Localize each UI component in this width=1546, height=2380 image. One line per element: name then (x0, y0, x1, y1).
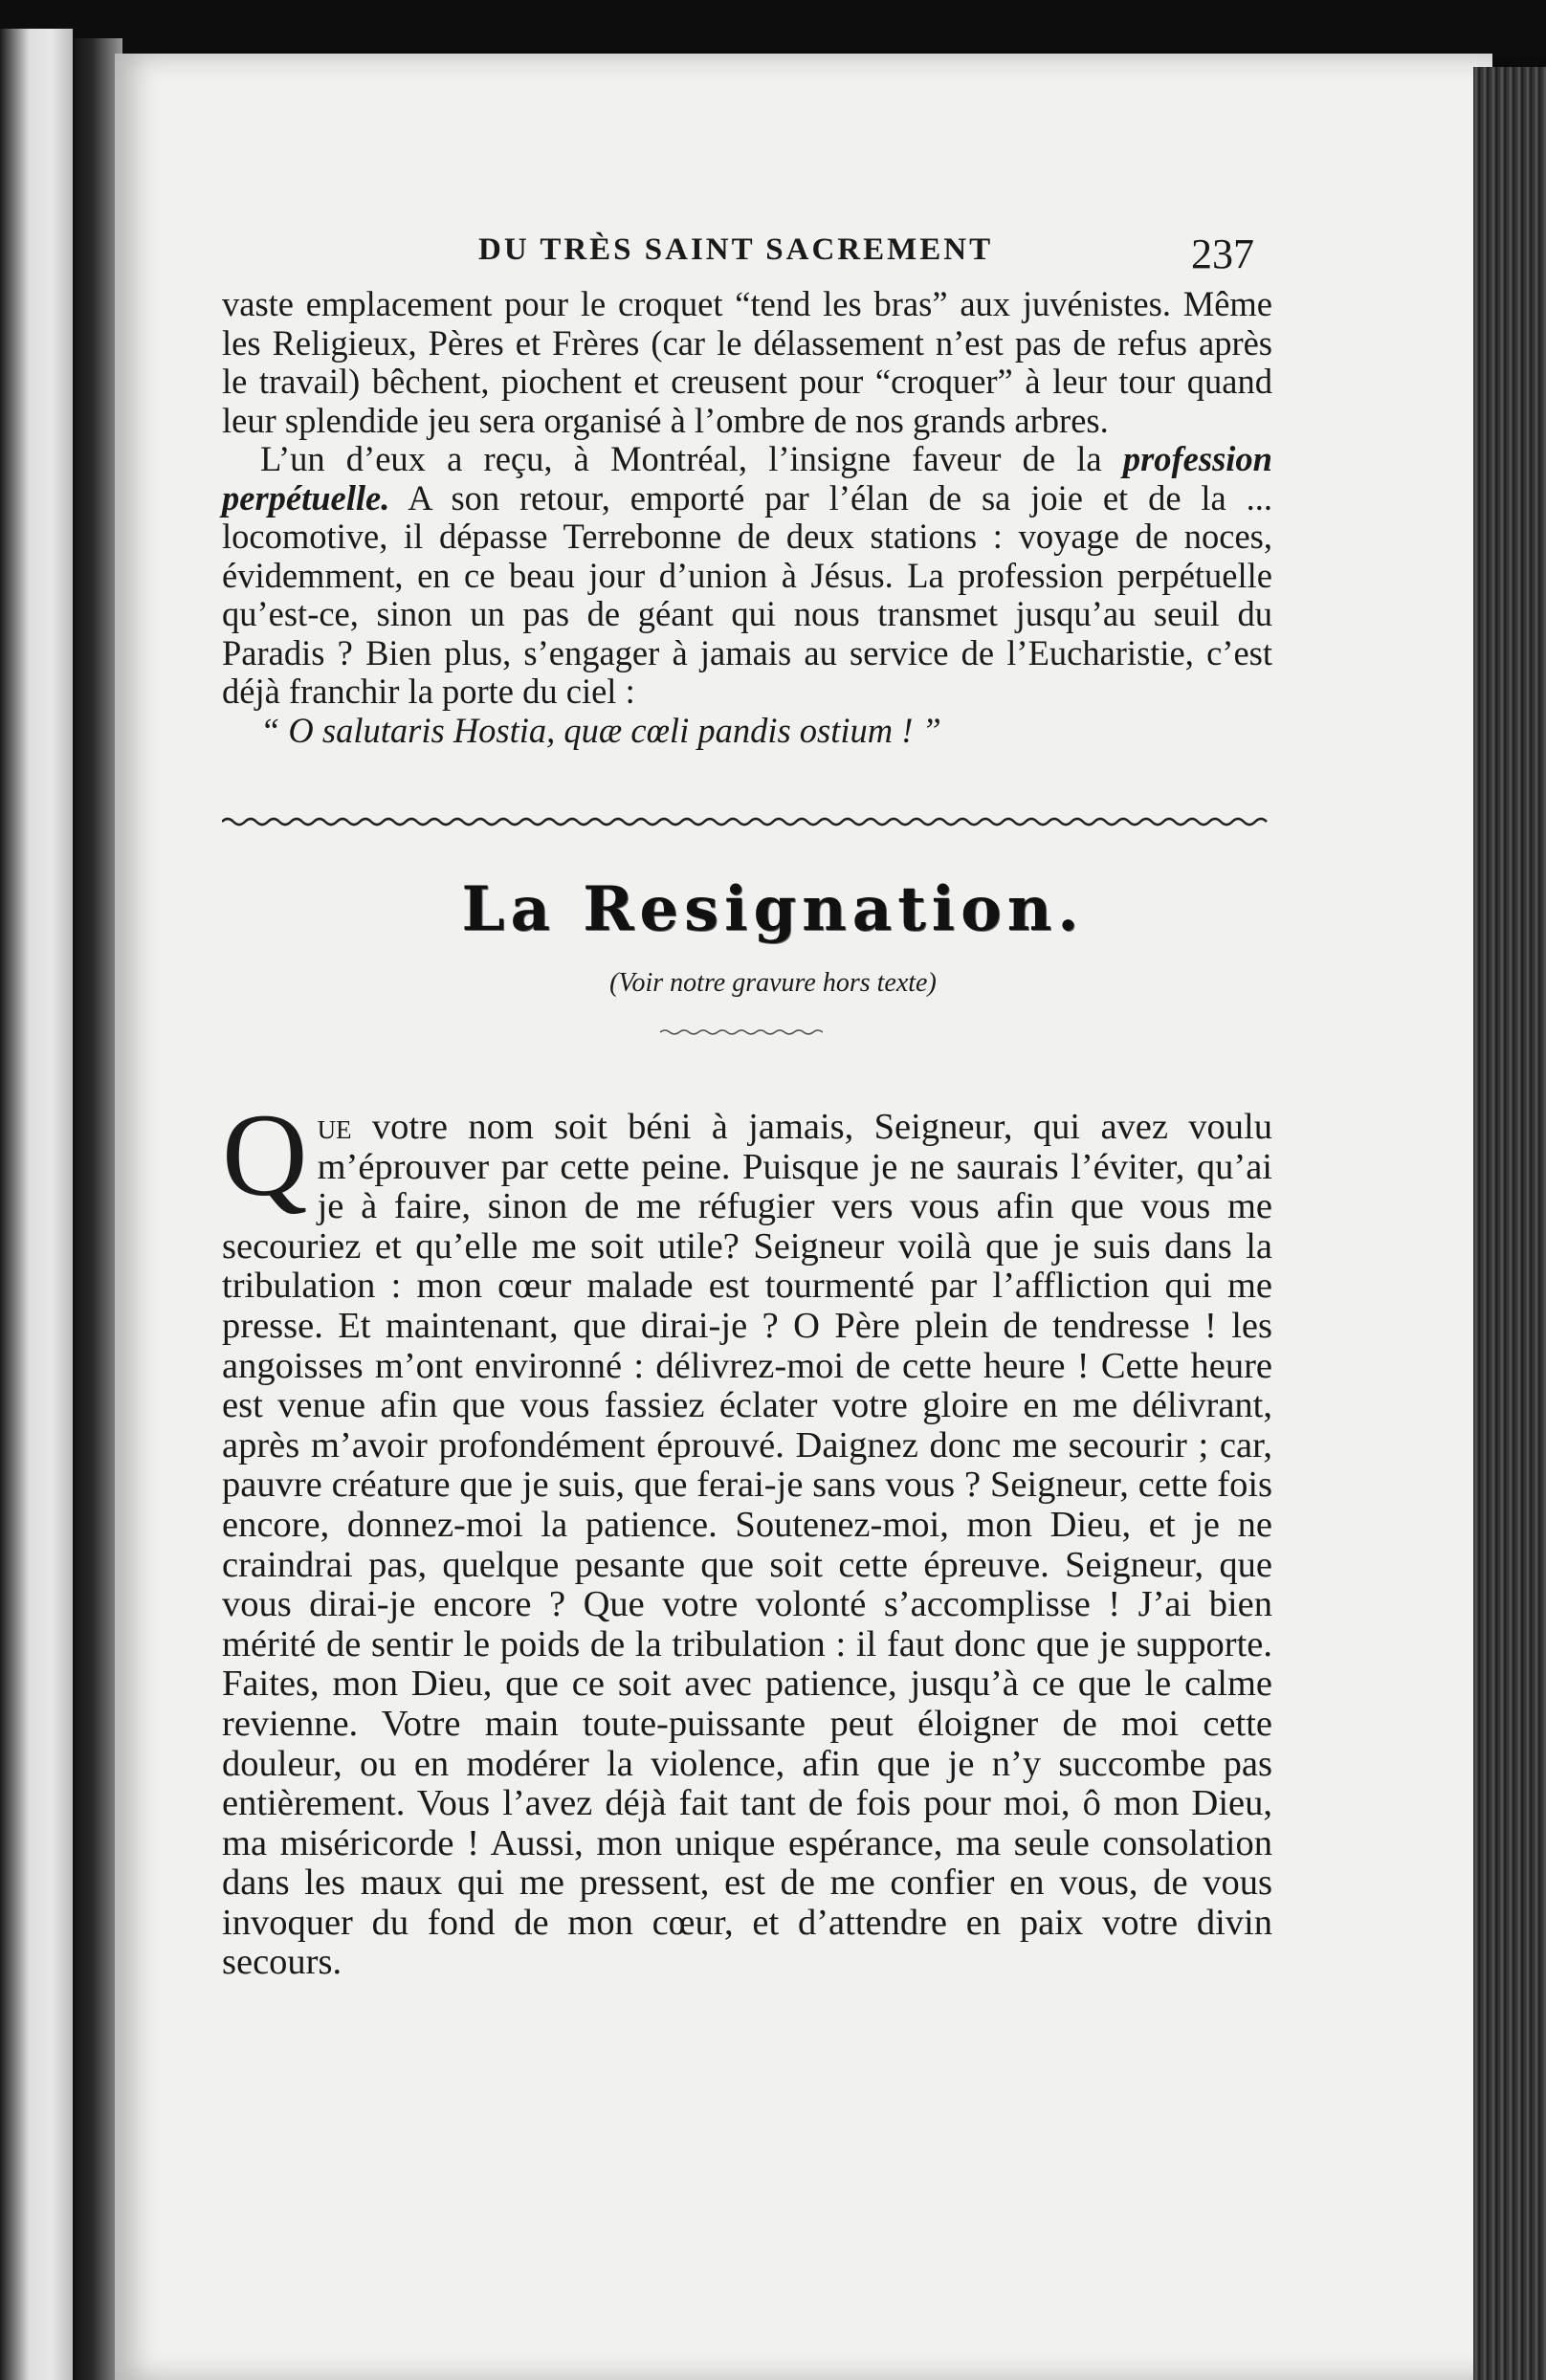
latin-quote: “ O salutaris Hostia, quæ cœli pandis ostium ! ” (260, 710, 941, 750)
section-note: (Voir notre gravure hors texte) (609, 968, 937, 998)
paragraph-croquet: vaste emplacement pour le croquet “tend les bras” aux juvénistes. Même les Religieux, Pères et Frères (car le délassement n’est pas de refus après le travail) bêchent, piochent et creusent pour “croquer” à leur tour quand leur splendide jeu sera organisé à l’ombre de nos grands arbres. (222, 284, 1272, 440)
paragraph-profession (222, 440, 1272, 712)
wavy-divider (222, 815, 1272, 828)
emphasis-profession: profession perpétuelle. (222, 439, 1272, 518)
page-number: 237 (1191, 231, 1254, 277)
opening-small-caps: ue (317, 1107, 352, 1147)
prayer-paragraph (222, 1090, 1272, 1983)
small-wavy-divider (660, 1027, 823, 1037)
facing-page-edge (0, 29, 73, 2380)
paragraph-profession-start: L’un d’eux a reçu, à Montréal, l’insigne faveur de la (260, 439, 1123, 478)
scan-background (0, 0, 1546, 57)
prayer-text: votre nom soit béni à jamais, Seigneur, qui avez voulu m’éprouver par cette peine. Puisque je ne saurais l’éviter, qu’ai je à faire, sinon de me réfugier vers vous afin que vous me secouriez et qu’elle me soit utile? Seigneur voilà que je suis dans la tribulation : mon cœur malade est tourmenté par l’affliction qui me presse. Et maintenant, que dirai-je ? O Père plein de tendresse ! les angoisses m’ont environné : délivrez-moi de cette heure ! Cette heure est venue afin que vous fassiez éclater votre gloire en me délivrant, après m’avoir profondément éprouvé. Daignez donc me secourir ; car, pauvre créature que je suis, que ferai-je sans vous ? Seigneur, cette fois encore, donnez-moi la patience. Soutenez-moi, mon Dieu, et je ne craindrai pas, quelque pesante que soit cette épreuve. Seigneur, que vous dirai-je encore ? Que votre volonté s’accomplisse ! J’ai bien mérité de sentir le poids de la tribulation : il faut donc que je supporte. Faites, mon Dieu, que ce soit avec patience, jusqu’à ce que le calme revienne. Votre main toute-puissante peut éloigner de moi cette douleur, ou en modérer la violence, afin que je n’y succombe pas entièrement. Vous l’avez déjà fait tant de fois pour moi, ô mon Dieu, ma miséricorde ! Aussi, mon unique espérance, ma seule consolation dans les maux qui me pressent, est de me confier en vous, de vous invoquer du fond de mon cœur, et d’attendre en paix votre divin secours. (222, 1107, 1272, 1983)
page-stack-edges (1473, 67, 1546, 2380)
top-text-block (222, 285, 1272, 750)
running-header: DU TRÈS SAINT SACREMENT (478, 232, 994, 267)
drop-cap: Q (222, 1090, 308, 1221)
paragraph-profession-end: A son retour, emporté par l’élan de sa joie et de la ... locomotive, il dépasse Terrebonne de deux stations : voyage de noces, évidemment, en ce beau jour d’union à Jésus. La profession perpétuelle qu’est-ce, sinon un pas de géant qui nous transmet jusqu’au seuil du Paradis ? Bien plus, s’engager à jamais au service de l’Eucharistie, c’est déjà franchir la porte du ciel : (222, 477, 1272, 711)
section-title: La Resignation. (461, 873, 1085, 945)
resignation-prayer (222, 1090, 1272, 1983)
